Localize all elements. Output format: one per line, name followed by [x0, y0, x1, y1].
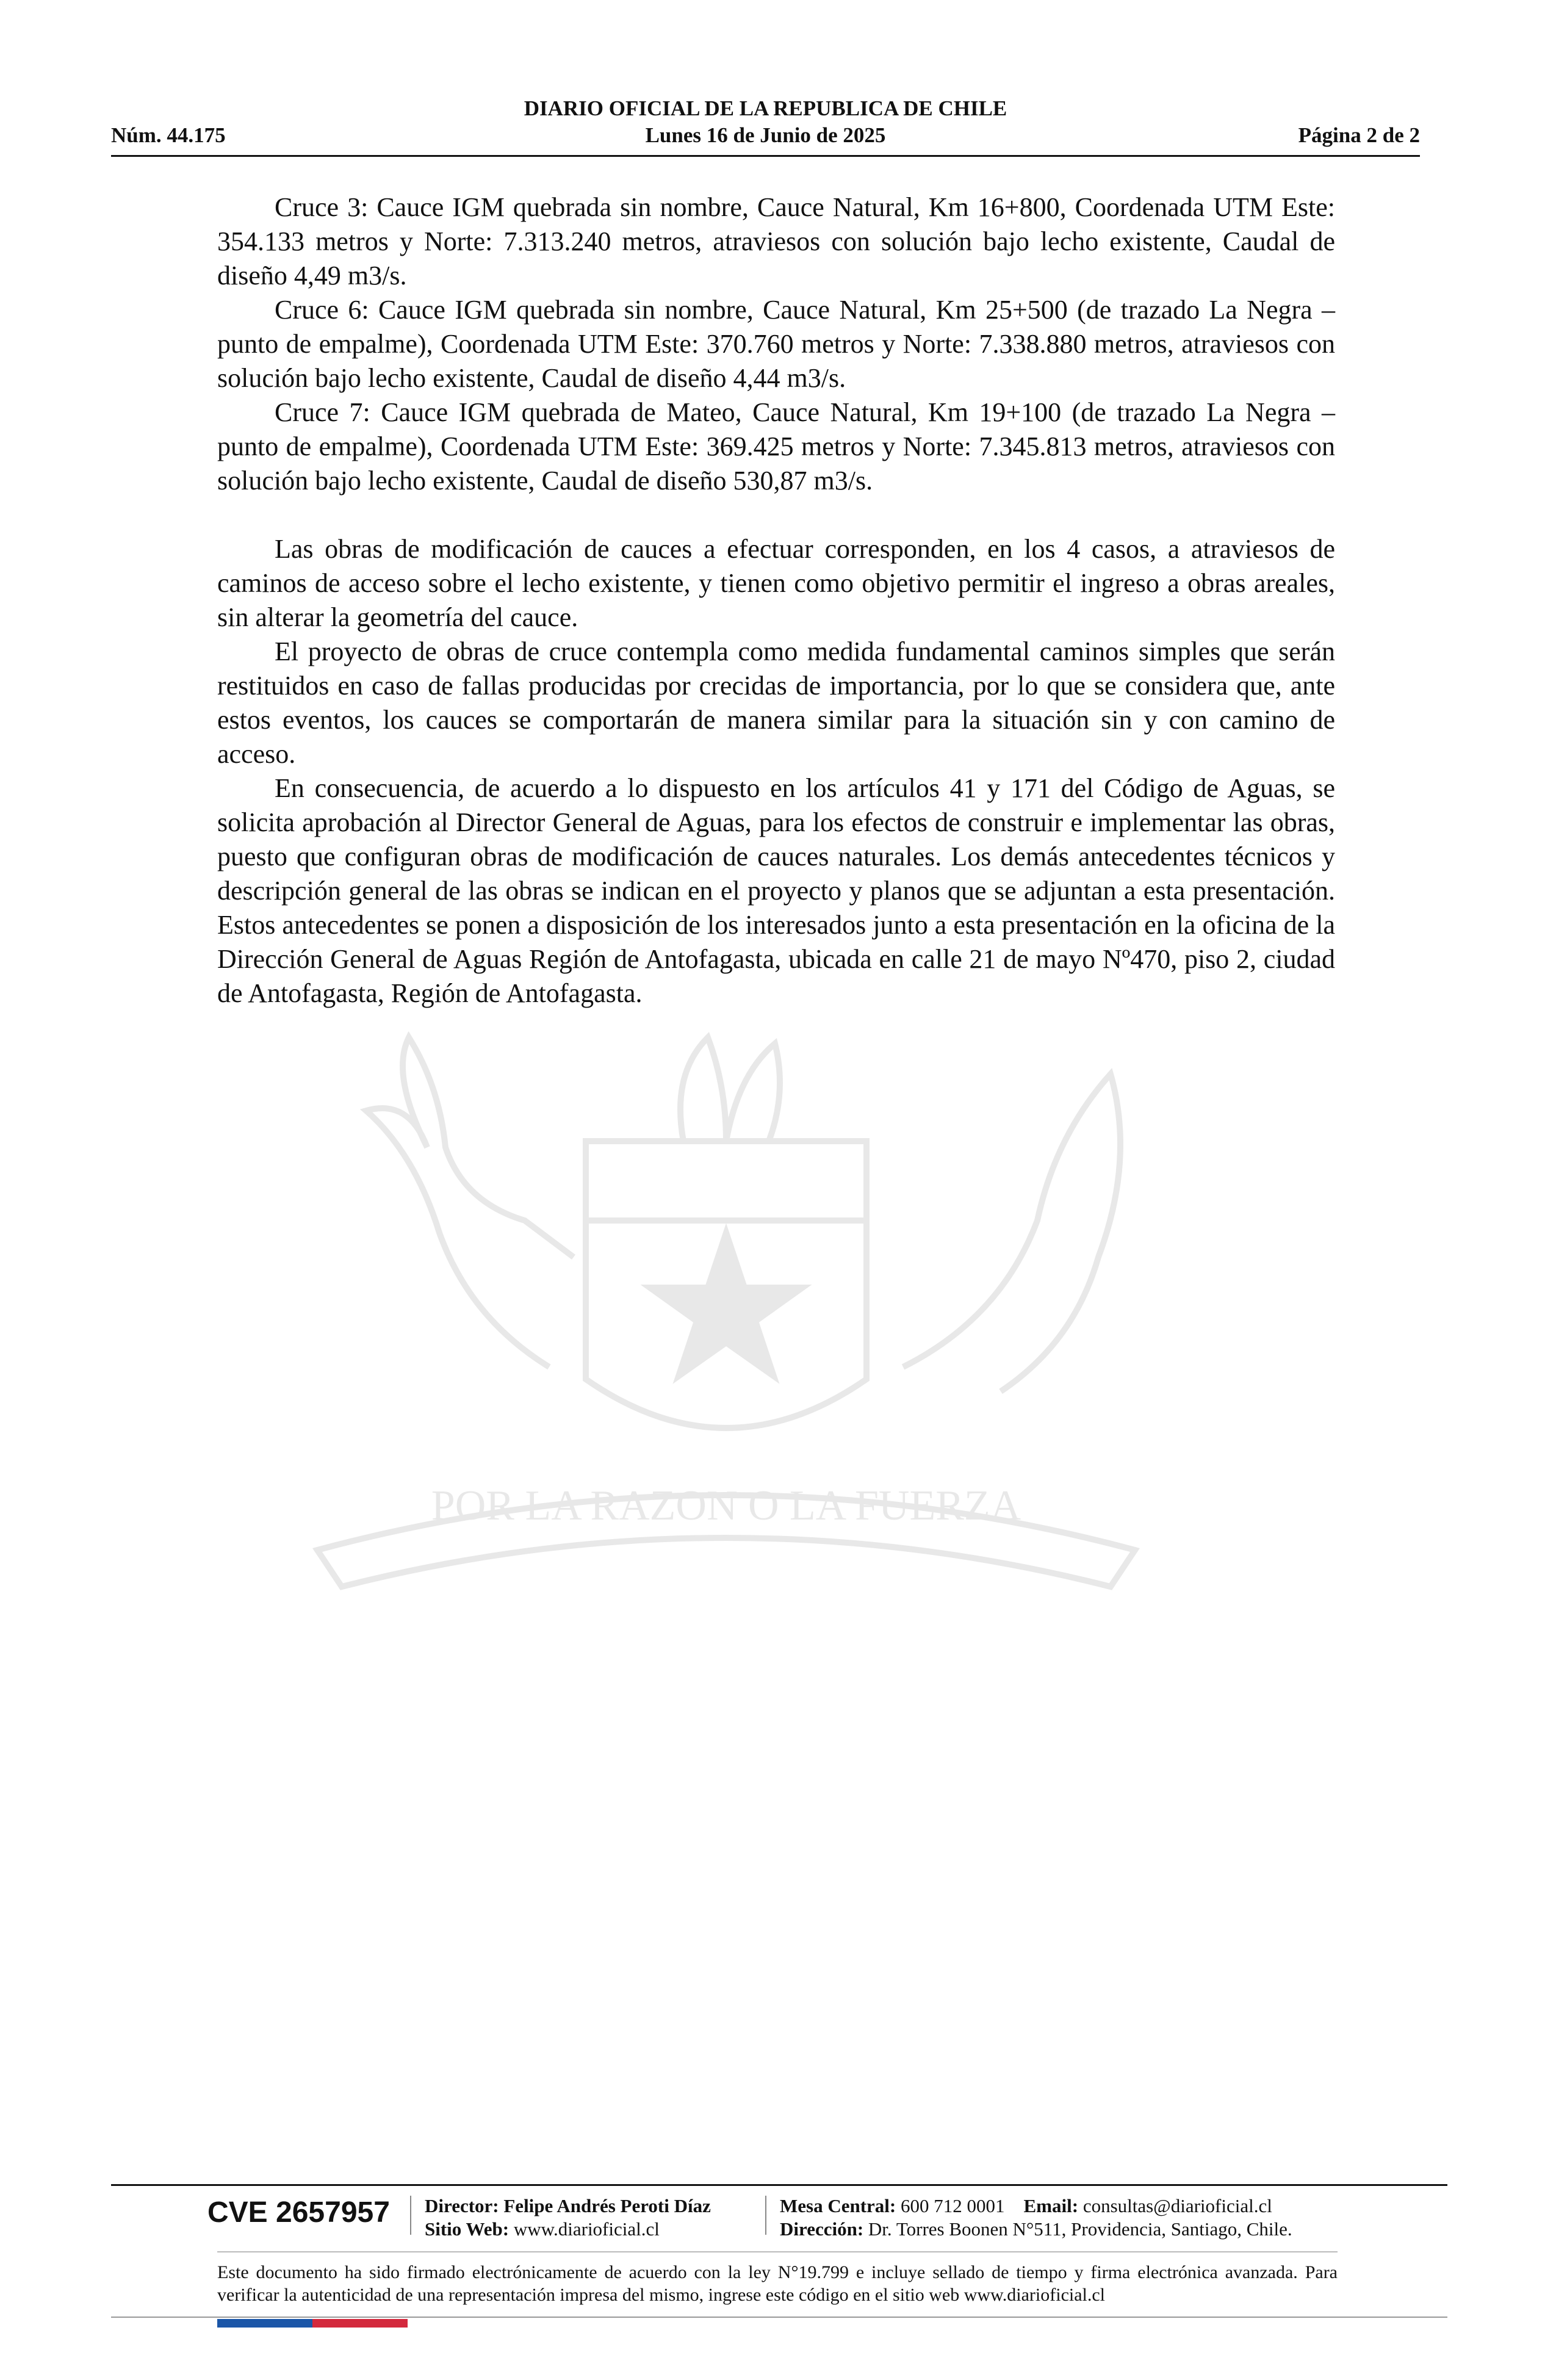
- email-label: Email:: [1023, 2195, 1079, 2216]
- mesa-value: 600 712 0001: [901, 2195, 1005, 2216]
- flag-stripe-blue: [217, 2319, 312, 2328]
- star-shape: [650, 1233, 802, 1376]
- header-divider: [111, 155, 1420, 157]
- issue-date: Lunes 16 de Junio de 2025: [645, 123, 886, 147]
- website-link[interactable]: www.diarioficial.cl: [513, 2218, 660, 2240]
- flag-stripe-red: [312, 2319, 408, 2328]
- paragraph-cruce-3: Cruce 3: Cauce IGM quebrada sin nombre, Cauce Natural, Km 16+800, Coordenada UTM Este: 354.133 metros y Norte: 7.313.240 metros, atraviesos con solución bajo lecho existente, Caudal de diseño 4,49 m3/s.: [217, 192, 1335, 290]
- director-name: Felipe Andrés Peroti Díaz: [503, 2195, 711, 2216]
- condor-shape: [903, 1074, 1120, 1391]
- legal-notice: Este documento ha sido firmado electrónicamente de acuerdo con la ley N°19.799 e incluye sellado de tiempo y firma electrónica avanzada. Para verificar la autenticidad de una representación impresa del mismo, ingrese este código en el sitio web www.diarioficial.cl: [217, 2262, 1338, 2305]
- document-body: [217, 190, 1335, 1011]
- footer-separator: [765, 2196, 766, 2235]
- footer-divider: [111, 2184, 1447, 2186]
- coat-of-arms-watermark: [207, 1001, 1245, 1672]
- paragraph-gap: [217, 498, 1335, 532]
- director-label: Director:: [425, 2195, 499, 2216]
- paragraph-cruce-7: Cruce 7: Cauce IGM quebrada de Mateo, Cauce Natural, Km 19+100 (de trazado La Negra – punto de empalme), Coordenada UTM Este: 369.425 metros y Norte: 7.345.813 metros, atraviesos con solución bajo lecho existente, Caudal de diseño 530,87 m3/s.: [217, 397, 1335, 496]
- paragraph-cruce-6: Cruce 6: Cauce IGM quebrada sin nombre, Cauce Natural, Km 25+500 (de trazado La Negra – punto de empalme), Coordenada UTM Este: 370.760 metros y Norte: 7.338.880 metros, atraviesos con solución bajo lecho existente, Caudal de diseño 4,44 m3/s.: [217, 295, 1335, 393]
- page-indicator: Página 2 de 2: [1298, 123, 1420, 147]
- page-header: [111, 95, 1420, 155]
- email-link[interactable]: consultas@diarioficial.cl: [1082, 2195, 1272, 2216]
- cve-code: CVE 2657957: [207, 2196, 390, 2229]
- mesa-label: Mesa Central:: [780, 2195, 896, 2216]
- plumes-shape: [680, 1037, 780, 1141]
- address-value: Dr. Torres Boonen N°511, Providencia, Santiago, Chile.: [868, 2218, 1292, 2240]
- director-info: [425, 2194, 711, 2241]
- footer-separator: [410, 2196, 411, 2235]
- address-label: Dirección:: [780, 2218, 864, 2240]
- gazette-title: DIARIO OFICIAL DE LA REPUBLICA DE CHILE: [524, 96, 1007, 120]
- watermark-motto: POR LA RAZON O LA FUERZA: [431, 1482, 1021, 1529]
- contact-info: [780, 2194, 1292, 2241]
- bottom-divider: [111, 2317, 1447, 2318]
- paragraph-proyecto: El proyecto de obras de cruce contempla como medida fundamental caminos simples que serán restituidos en caso de fallas producidas por crecidas de importancia, por lo que se considera que, ante estos eventos, los cauces se comportarán de manera similar para la situación sin y con camino de acceso.: [217, 636, 1335, 769]
- paragraph-consecuencia: En consecuencia, de acuerdo a lo dispuesto en los artículos 41 y 171 del Código de Aguas, se solicita aprobación al Director General de Aguas, para los efectos de construir e implementar las obras, puesto que configuran obras de modificación de cauces naturales. Los demás antecedentes técnicos y descripción general de las obras se indican en el proyecto y planos que se adjuntan a esta presentación. Estos antecedentes se ponen a disposición de los interesados junto a esta presentación en la oficina de la Dirección General de Aguas Región de Antofagasta, ubicada en calle 21 de mayo Nº470, piso 2, ciudad de Antofagasta, Región de Antofagasta.: [217, 773, 1335, 1008]
- issue-number: Núm. 44.175: [111, 123, 226, 147]
- huemul-shape: [366, 1037, 574, 1367]
- legal-divider: [217, 2251, 1338, 2252]
- paragraph-obras: Las obras de modificación de cauces a efectuar corresponden, en los 4 casos, a atraviesos de caminos de acceso sobre el lecho existente, y tienen como objetivo permitir el ingreso a obras areales, sin alterar la geometría del cauce.: [217, 534, 1335, 632]
- website-label: Sitio Web:: [425, 2218, 510, 2240]
